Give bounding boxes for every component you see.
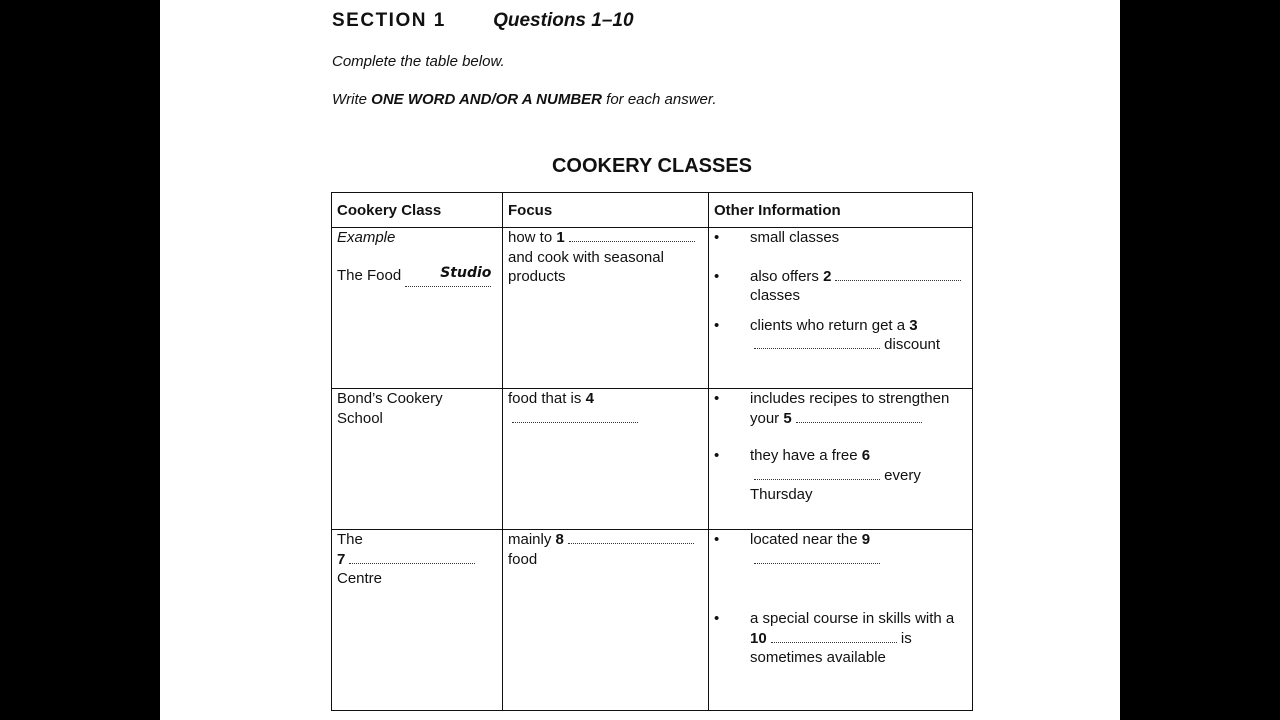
- cell-focus: food that is 4: [503, 389, 709, 530]
- cell-class: The 7 Centre: [332, 530, 503, 711]
- class-name: The Food: [337, 266, 402, 284]
- example-answer: Studio: [440, 264, 492, 281]
- header-focus: Focus: [503, 193, 709, 228]
- cell-class: [332, 228, 503, 389]
- class-name: Bond’s Cookery School: [337, 390, 443, 427]
- header-cookery-class: Cookery Class: [332, 193, 503, 228]
- answer-blank-7[interactable]: [349, 550, 475, 564]
- table-title: COOKERY CLASSES: [551, 155, 753, 177]
- list-item: • a special course in skills with a 10 is sometimes available: [714, 609, 967, 668]
- question-number: 6: [861, 447, 871, 464]
- section-label: SECTION 1: [332, 10, 446, 31]
- cell-info: [709, 389, 973, 530]
- list-item: • clients who return get a 3 discount: [714, 316, 967, 355]
- question-number: 2: [823, 267, 832, 285]
- table-row: [332, 530, 973, 711]
- questions-range: Questions 1–10: [493, 10, 634, 31]
- cell-class: [332, 389, 503, 530]
- section-header: [332, 10, 634, 32]
- document-page: [160, 0, 1120, 720]
- example-label: Example: [337, 229, 396, 246]
- list-item: • they have a free 6 every Thursday: [714, 446, 967, 505]
- list-item: • small classes: [714, 228, 967, 248]
- table-row: [332, 228, 973, 389]
- list-item: • includes recipes to strengthen your 5: [714, 389, 967, 428]
- header-other-information: Other Information: [709, 193, 973, 228]
- table-row: [332, 389, 973, 530]
- question-number: 1: [556, 229, 565, 246]
- answer-blank-9[interactable]: [754, 550, 880, 564]
- cookery-table: [331, 192, 973, 711]
- answer-blank-2[interactable]: [835, 267, 961, 281]
- question-number: 10: [750, 629, 767, 647]
- answer-blank-1[interactable]: [569, 228, 695, 242]
- question-number: 9: [861, 531, 871, 548]
- answer-blank-5[interactable]: [796, 409, 922, 423]
- question-number: 3: [909, 316, 918, 334]
- question-number: 8: [555, 531, 564, 548]
- question-number: 5: [783, 409, 792, 427]
- instruction-complete: Complete the table below.: [332, 53, 505, 70]
- list-item: • also offers 2 classes: [714, 267, 967, 306]
- answer-blank-4[interactable]: [512, 409, 638, 423]
- word-limit-emphasis: ONE WORD AND/OR A NUMBER: [371, 91, 602, 108]
- cell-info: [709, 530, 973, 711]
- instruction-word-limit: Write ONE WORD AND/OR A NUMBER for each answer.: [332, 91, 717, 108]
- question-number: 7: [337, 550, 346, 568]
- example-answer-blank: [405, 266, 491, 288]
- question-number: 4: [585, 390, 594, 407]
- answer-blank-3[interactable]: [754, 335, 880, 349]
- cell-focus: how to 1 and cook with seasonal products: [503, 228, 709, 389]
- table-header-row: [332, 193, 973, 228]
- cell-info: [709, 228, 973, 389]
- answer-blank-10[interactable]: [771, 629, 897, 643]
- answer-blank-6[interactable]: [754, 466, 880, 480]
- answer-blank-8[interactable]: [568, 530, 694, 544]
- list-item: • located near the 9: [714, 530, 900, 569]
- cell-focus: mainly 8 food: [503, 530, 709, 711]
